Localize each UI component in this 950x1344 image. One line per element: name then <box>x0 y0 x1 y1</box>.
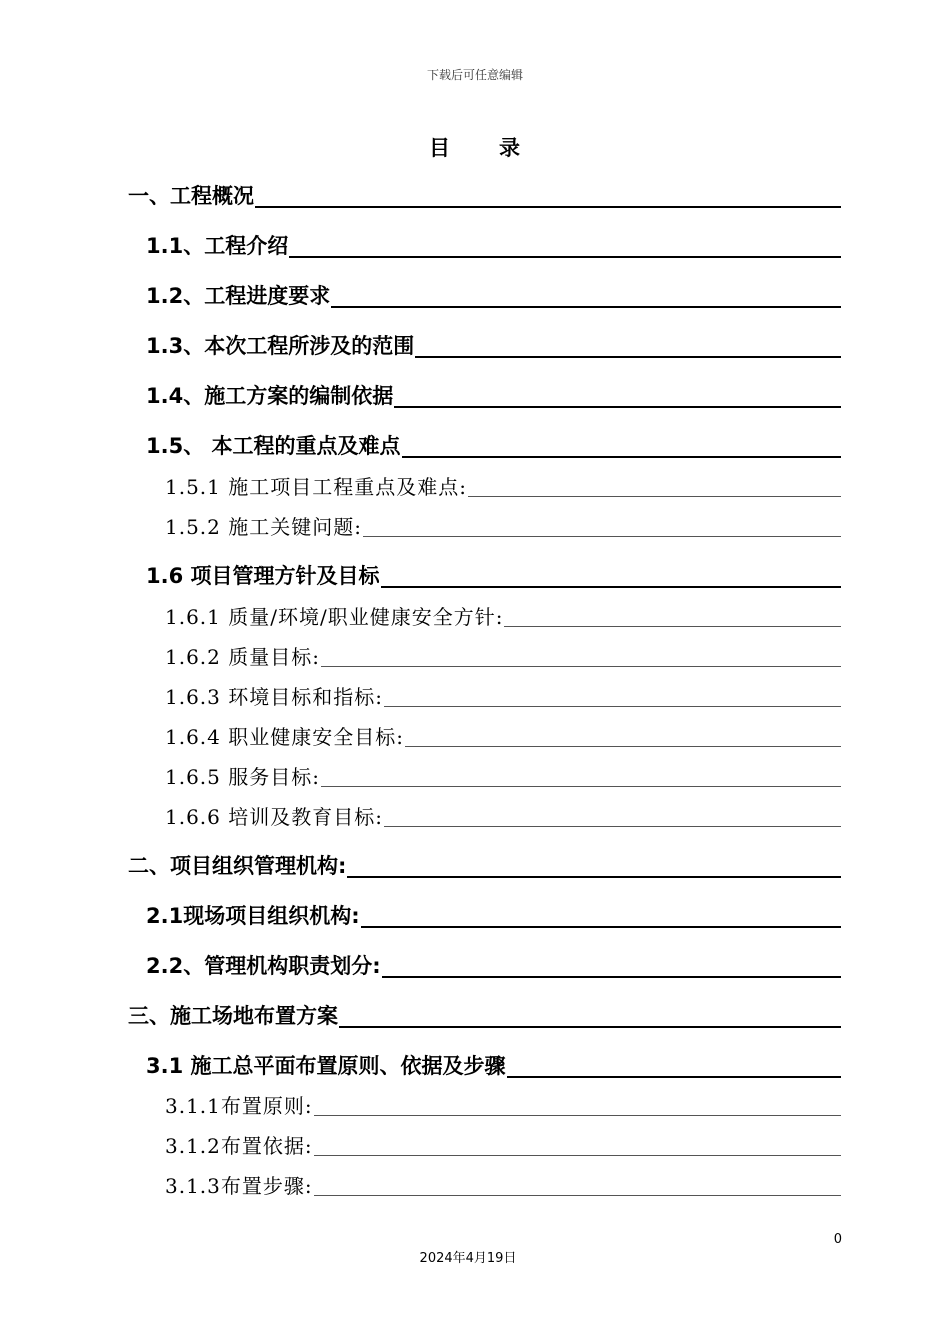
toc-entry-level-2[interactable] <box>146 334 841 360</box>
toc-entry-level-2[interactable] <box>146 1054 841 1080</box>
page-number: 0 <box>833 1232 842 1247</box>
header-note: 下载后可任意编辑 <box>426 68 523 82</box>
toc-leader-line <box>384 706 841 707</box>
toc-entry-label: 1.6.2 质量目标: <box>165 645 320 669</box>
toc-entry-label: 1.5.1 施工项目工程重点及难点: <box>165 475 467 499</box>
toc-entry-label: 1.6.4 职业健康安全目标: <box>165 725 404 749</box>
toc-entry-level-3[interactable] <box>165 804 841 830</box>
toc-entry-level-3[interactable] <box>165 1173 841 1199</box>
toc-entry-label: 2.2、管理机构职责划分: <box>146 954 381 978</box>
toc-entry-label: 1.1、工程介绍 <box>146 234 289 258</box>
toc-entry-level-3[interactable] <box>165 1093 841 1119</box>
toc-leader-line <box>339 1026 841 1028</box>
toc-leader-line <box>468 496 841 497</box>
toc-title-right: 录 <box>499 136 521 160</box>
toc-leader-line <box>405 746 841 747</box>
toc-entry-level-2[interactable] <box>146 954 841 980</box>
toc-entry-level-3[interactable] <box>165 1133 841 1159</box>
toc-leader-line <box>331 306 841 308</box>
toc-entry-level-2[interactable] <box>146 904 841 930</box>
toc-entry-label: 1.5、 本工程的重点及难点 <box>146 434 401 458</box>
toc-entry-level-1[interactable] <box>128 1004 841 1030</box>
toc-entry-label: 一、工程概况 <box>128 184 254 208</box>
toc-entry-label: 3.1.3布置步骤: <box>165 1174 313 1198</box>
toc-entry-label: 1.6.3 环境目标和指标: <box>165 685 383 709</box>
toc-entry-level-3[interactable] <box>165 684 841 710</box>
footer-date: 2024年4月19日 <box>419 1251 517 1266</box>
toc-entry-label: 3.1.2布置依据: <box>165 1134 313 1158</box>
toc-entry-label: 1.6.6 培训及教育目标: <box>165 805 383 829</box>
toc-title <box>0 132 950 162</box>
toc-entry-label: 3.1 施工总平面布置原则、依据及步骤 <box>146 1054 506 1078</box>
toc-entry-level-2[interactable] <box>146 564 841 590</box>
toc-entry-label: 3.1.1布置原则: <box>165 1094 313 1118</box>
toc-leader-line <box>321 786 841 787</box>
toc-leader-line <box>347 876 841 878</box>
toc-entry-label: 1.2、工程进度要求 <box>146 284 331 308</box>
toc-leader-line <box>314 1115 841 1116</box>
toc-leader-line <box>504 626 841 627</box>
toc-entry-level-1[interactable] <box>128 854 841 880</box>
toc-entry-level-2[interactable] <box>146 384 841 410</box>
toc-entry-level-3[interactable] <box>165 474 841 500</box>
toc-entry-level-1[interactable] <box>128 184 841 210</box>
toc-leader-line <box>394 406 841 408</box>
toc-entry-label: 1.6.1 质量/环境/职业健康安全方针: <box>165 605 504 629</box>
toc-entry-level-3[interactable] <box>165 514 841 540</box>
toc-entry-label: 三、施工场地布置方案 <box>128 1004 338 1028</box>
toc-leader-line <box>415 356 841 358</box>
toc-leader-line <box>384 826 841 827</box>
toc-entry-level-2[interactable] <box>146 434 841 460</box>
toc-leader-line <box>382 976 841 978</box>
toc-leader-line <box>381 586 841 588</box>
toc-entry-label: 1.6 项目管理方针及目标 <box>146 564 380 588</box>
toc-leader-line <box>314 1155 841 1156</box>
toc-entry-level-3[interactable] <box>165 644 841 670</box>
toc-title-left: 目 <box>429 136 451 160</box>
toc-entry-label: 二、项目组织管理机构: <box>128 854 347 878</box>
toc-entry-level-2[interactable] <box>146 234 841 260</box>
toc-entry-level-3[interactable] <box>165 604 841 630</box>
toc-entry-level-3[interactable] <box>165 724 841 750</box>
toc-leader-line <box>361 926 841 928</box>
toc-leader-line <box>255 206 841 208</box>
toc-leader-line <box>507 1076 841 1078</box>
toc-leader-line <box>289 256 841 258</box>
toc-entry-label: 2.1现场项目组织机构: <box>146 904 360 928</box>
toc-entry-label: 1.4、施工方案的编制依据 <box>146 384 394 408</box>
toc-leader-line <box>321 666 841 667</box>
toc-entry-label: 1.5.2 施工关键问题: <box>165 515 362 539</box>
toc-leader-line <box>402 456 841 458</box>
toc-entry-level-3[interactable] <box>165 764 841 790</box>
toc-leader-line <box>314 1195 841 1196</box>
toc-entry-label: 1.6.5 服务目标: <box>165 765 320 789</box>
toc-entry-label: 1.3、本次工程所涉及的范围 <box>146 334 415 358</box>
toc-entry-level-2[interactable] <box>146 284 841 310</box>
toc-leader-line <box>363 536 841 537</box>
